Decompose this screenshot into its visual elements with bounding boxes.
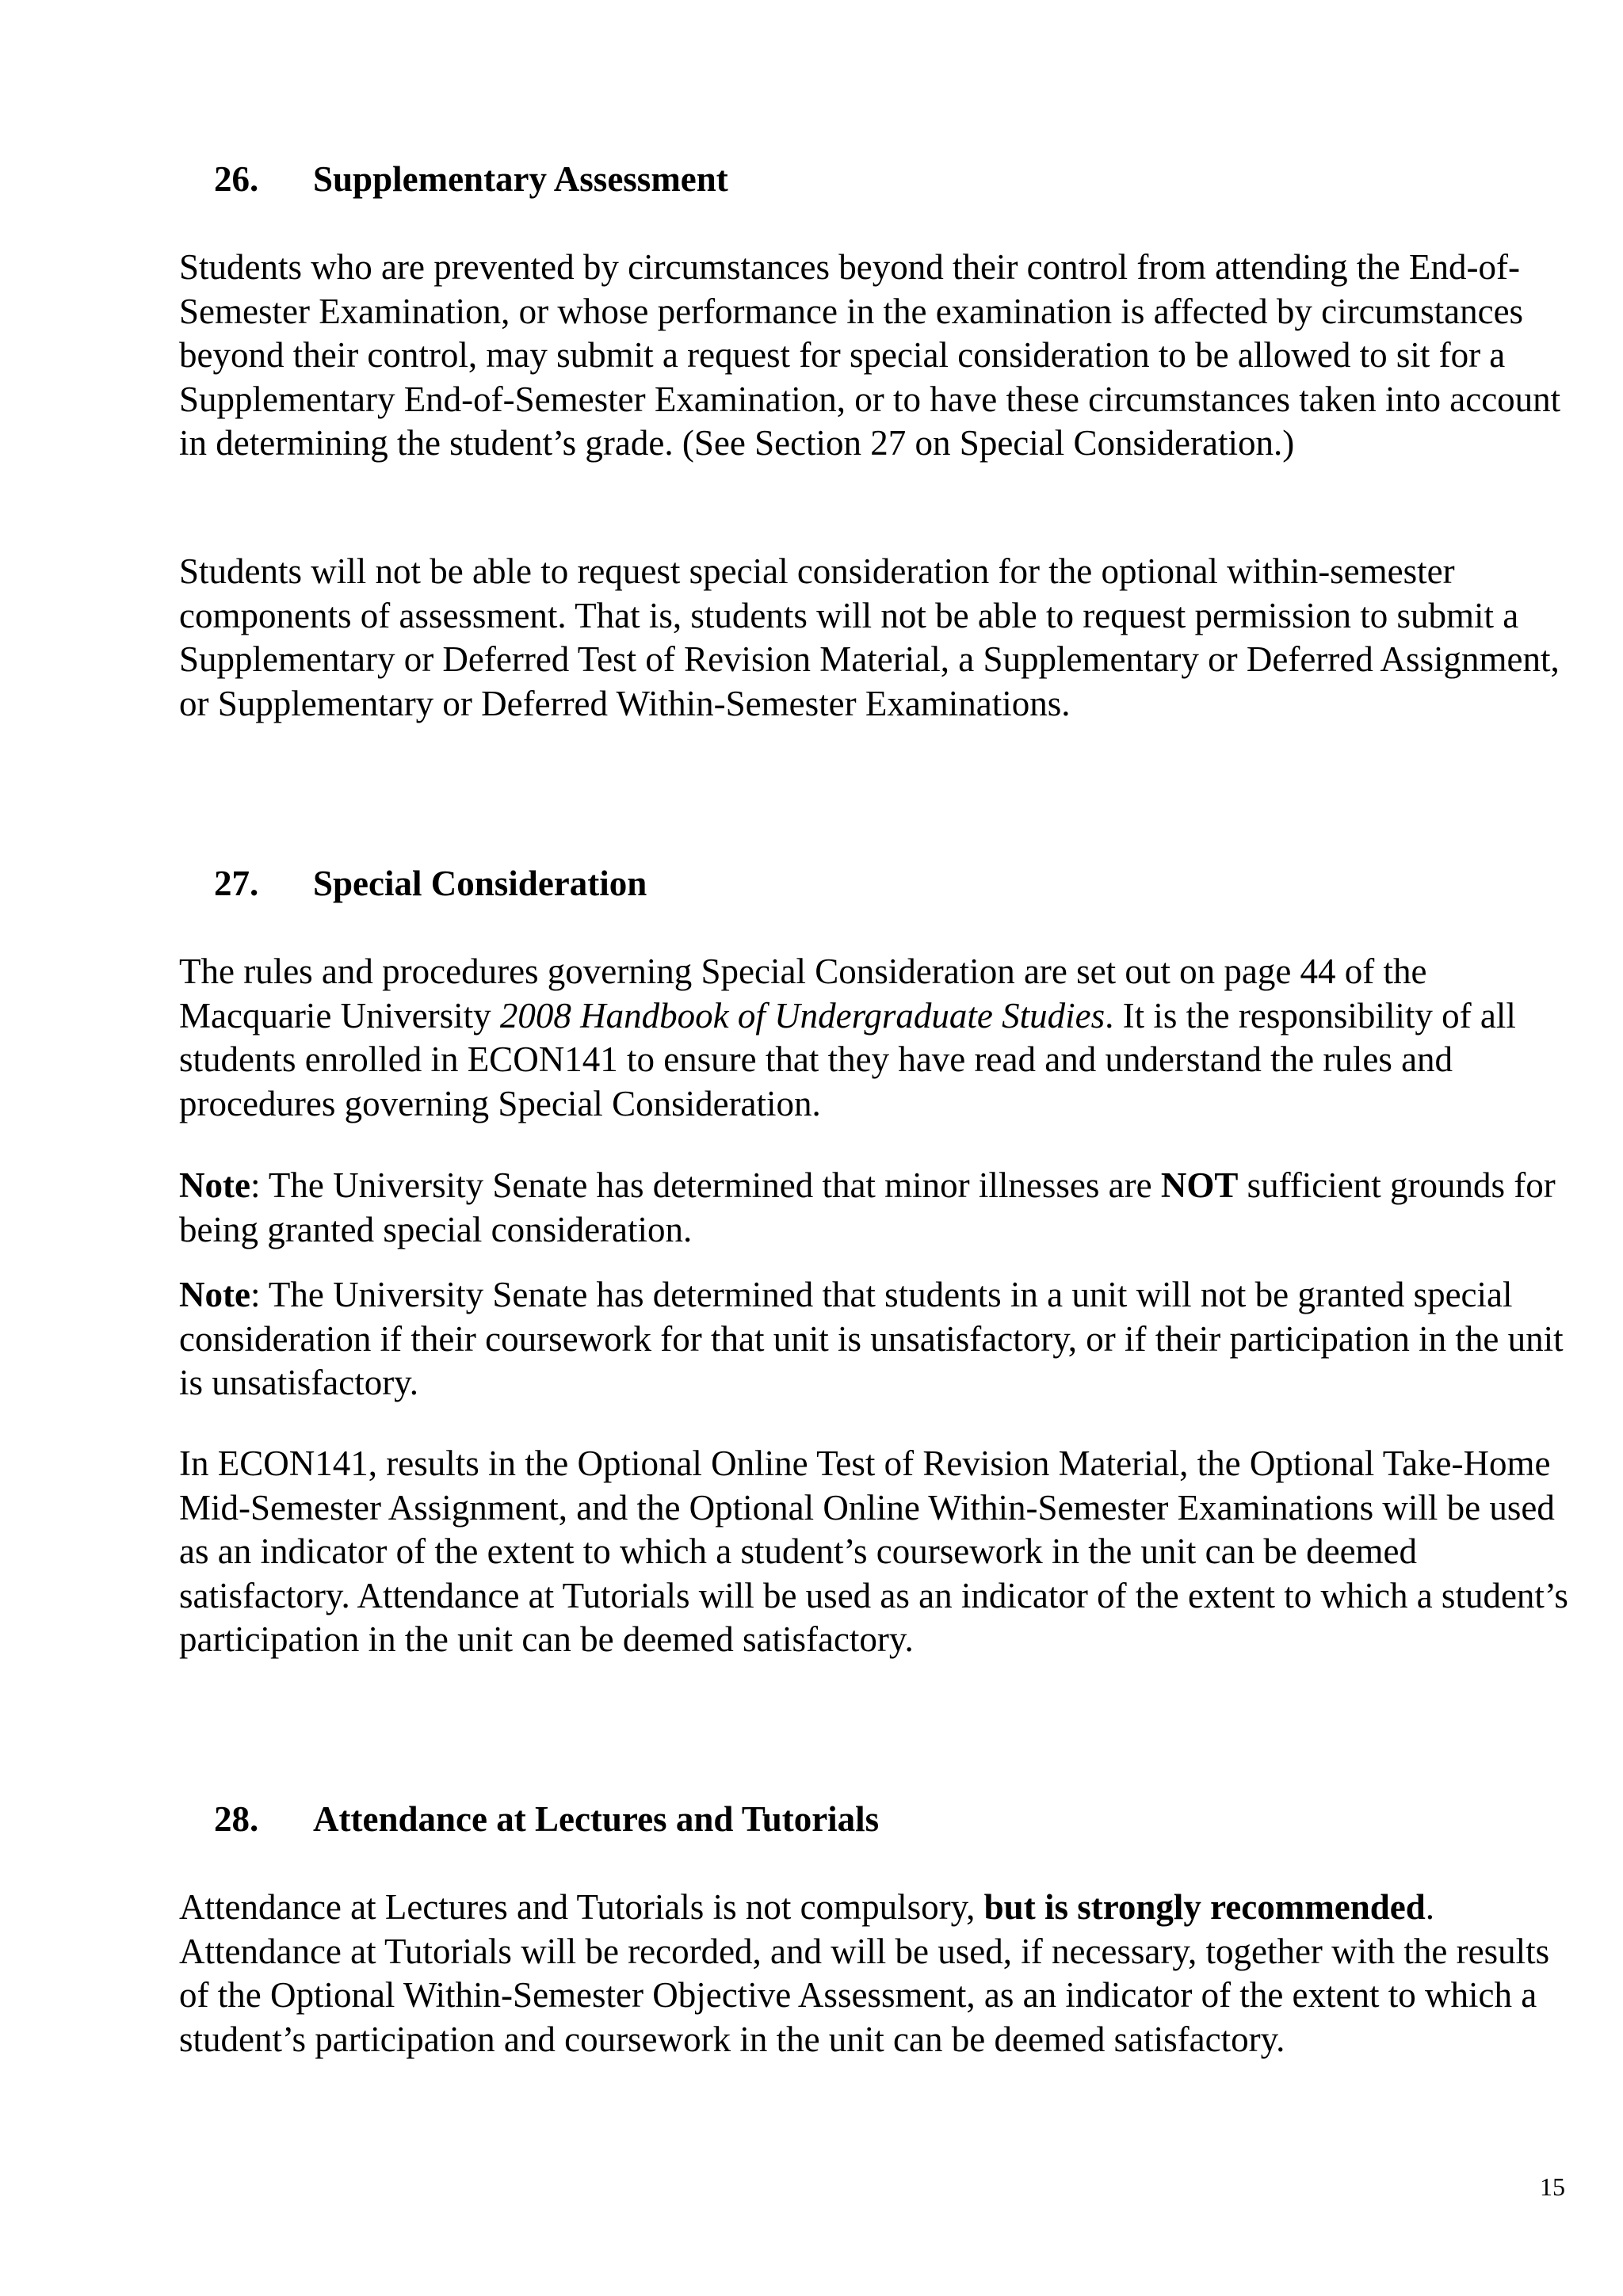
section-28-heading bbox=[214, 1797, 1561, 1841]
section-26-heading bbox=[214, 157, 1561, 201]
section-title: Special Consideration bbox=[313, 864, 647, 903]
emphasis-not: NOT bbox=[1160, 1165, 1239, 1205]
note-label: Note bbox=[179, 1165, 250, 1205]
section-number: 28. bbox=[214, 1799, 259, 1839]
section-title: Attendance at Lectures and Tutorials bbox=[313, 1799, 880, 1839]
handbook-title: 2008 Handbook of Undergraduate Studies bbox=[499, 995, 1106, 1035]
section-27-note-2: Note: The University Senate has determined that students in a unit will not be granted special consideration if their coursework for that unit is unsatisfactory, or if their participation in the unit is unsatisfactory. bbox=[179, 1275, 1564, 1402]
section-number: 27. bbox=[214, 864, 259, 903]
page-number: 15 bbox=[1540, 2172, 1565, 2201]
note-label: Note bbox=[179, 1275, 250, 1314]
section-27-paragraph-1: The rules and procedures governing Special Consideration are set out on page 44 of the Macquarie University 2008 Handbook of Undergraduate Studies. It is the responsibility of all students enrolled in ECON141 to ensure that they have read and understand the rules and procedures governing Special Consideration. bbox=[179, 952, 1516, 1123]
section-number: 26. bbox=[214, 159, 259, 199]
strong-recommendation: but is strongly recommended bbox=[983, 1887, 1426, 1927]
section-27-heading bbox=[214, 861, 1561, 906]
section-27-note-1: Note: The University Senate has determined that minor illnesses are NOT sufficient grounds for being granted special consideration. bbox=[179, 1165, 1556, 1249]
section-28-paragraph-1: Attendance at Lectures and Tutorials is not compulsory, but is strongly recommended. Attendance at Tutorials will be recorded, and will be used, if necessary, together with the results of the Optional Within-Semester Objective Assessment, as an indicator of the extent to which a student’s participation and coursework in the unit can be deemed satisfactory. bbox=[179, 1887, 1550, 2059]
section-26-paragraph-1: Students who are prevented by circumstances beyond their control from attending the End-of-Semester Examination, or whose performance in the examination is affected by circumstances beyond their control, may submit a request for special consideration to be allowed to sit for a Supplementary End-of-Semester Examination, or to have these circumstances taken into account in determining the student’s grade. (See Section 27 on Special Consideration.) bbox=[179, 247, 1561, 463]
section-27-paragraph-last: In ECON141, results in the Optional Online Test of Revision Material, the Optional Take-Home Mid-Semester Assignment, and the Optional Online Within-Semester Examinations will be used as an indicator of the extent to which a student’s coursework in the unit can be deemed satisfactory. Attendance at Tutorials will be used as an indicator of the extent to which a student’s participation in the unit can be deemed satisfactory. bbox=[179, 1444, 1568, 1659]
section-title: Supplementary Assessment bbox=[313, 159, 728, 199]
section-26-paragraph-2: Students will not be able to request special consideration for the optional within-semester components of assessment. That is, students will not be able to request permission to submit a Supplementary or Deferred Test of Revision Material, a Supplementary or Deferred Assignment, or Supplementary or Deferred Within-Semester Examinations. bbox=[179, 551, 1560, 723]
